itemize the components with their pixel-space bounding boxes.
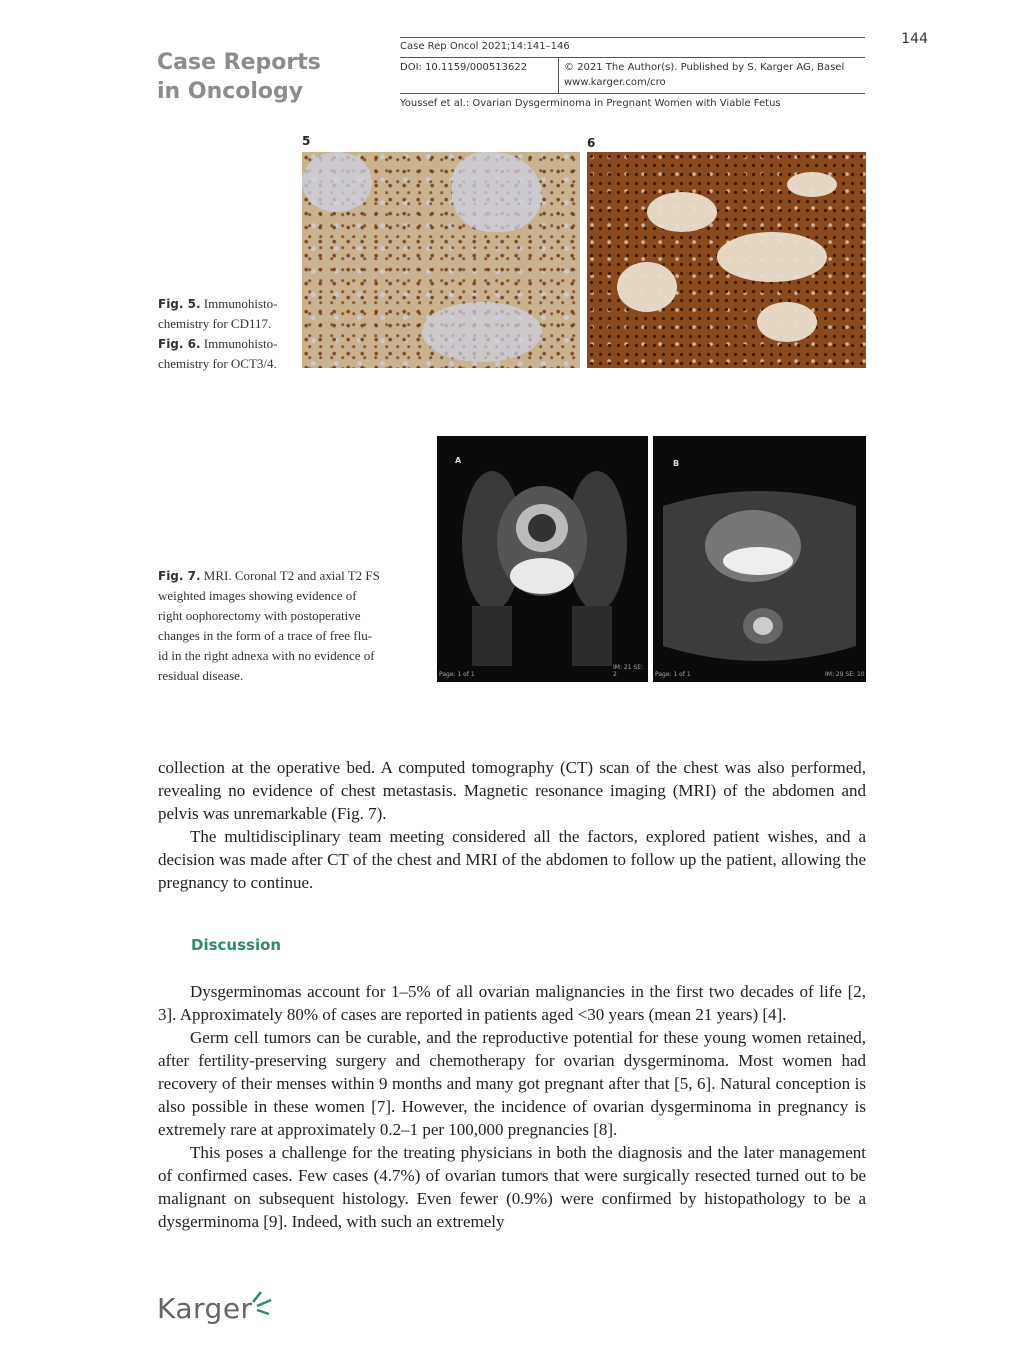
fig6-label: Fig. 6. (158, 337, 201, 351)
figure-7a-mri-coronal (437, 436, 648, 682)
figure-6-image-oct34 (587, 152, 866, 368)
fig7-label: Fig. 7. (158, 569, 201, 583)
panel-a-footer-left: Page: 1 of 1 (439, 671, 475, 678)
paragraph-5: This poses a challenge for the treating physicians in both the diagnosis and the later management of confirmed cases. Few cases (4.7%) of ovarian tumors that were surgically resected turned out to be malignant on subsequent histology. Even fewer (0.9%) were confirmed by histopathology to be a dysgerminoma [9]. Indeed, with such an extremely (158, 1143, 866, 1231)
doi: DOI: 10.1159/000513622 (400, 62, 528, 73)
panel-a-label: A (455, 456, 462, 465)
header-rule-middle (400, 57, 865, 58)
panel-b-footer-left: Page: 1 of 1 (655, 671, 691, 678)
paragraph-3: Dysgerminomas account for 1–5% of all ovarian malignancies in the first two decades of life [2, 3]. Approximately 80% of cases are reported in patients aged <30 years (mean 21 years) [4]. (158, 982, 866, 1024)
paragraph-2: The multidisciplinary team meeting considered all the factors, explored patient wishes, and a decision was made after CT of the chest and MRI of the abdomen to follow up the patient, allowing the pregnancy to continue. (158, 827, 866, 892)
karger-logo-text: Karger (157, 1292, 253, 1325)
paragraph-4: Germ cell tumors can be curable, and the reproductive potential for these young women retained, after fertility-preserving surgery and chemotherapy for ovarian dysgerminoma. Most women had recovery of their menses within 9 months and many got pregnant after that [5, 6]. Natural conception is also possible in these women [7]. However, the incidence of ovarian dysgerminoma in pregnancy is extremely rare at approximately 0.2–1 per 100,000 pregnancies [8]. (158, 1028, 866, 1139)
fig7-caption-line-3: right oophorectomy with postoperative (158, 608, 361, 623)
copyright: © 2021 The Author(s). Published by S. Karger AG, Basel (564, 62, 845, 73)
karger-logo (157, 1292, 253, 1325)
fig7-caption-line-6: residual disease. (158, 668, 244, 683)
figure-6-number: 6 (587, 136, 596, 150)
section-heading-discussion: Discussion (191, 936, 282, 954)
fig7-caption-line-5: id in the right adnexa with no evidence of (158, 648, 375, 663)
karger-burst-icon (249, 1288, 275, 1318)
panel-b-label: B (673, 459, 680, 468)
fig7-caption-line-2: weighted images showing evidence of (158, 588, 357, 603)
fig5-caption-text: Immunohisto- (200, 296, 278, 311)
journal-title-line1: Case Reports (157, 50, 321, 75)
panel-a-footer-right: IM: 21 SE: 2 (613, 664, 644, 678)
figure-5-6-caption (158, 294, 298, 374)
header-rule-bottom (400, 93, 865, 94)
figure-5-number: 5 (302, 134, 311, 148)
website-link[interactable]: www.karger.com/cro (564, 77, 666, 88)
fig5-caption-text-2: chemistry for CD117. (158, 316, 272, 331)
body-section-1 (158, 756, 866, 894)
fig6-caption-text: Immunohisto- (200, 336, 278, 351)
fig5-label: Fig. 5. (158, 297, 201, 311)
article-running-title: Youssef et al.: Ovarian Dysgerminoma in Pregnant Women with Viable Fetus (400, 98, 781, 109)
header-divider (558, 57, 559, 93)
fig7-caption-line-1: MRI. Coronal T2 and axial T2 FS (200, 568, 380, 583)
page-number: 144 (901, 31, 928, 47)
journal-title (157, 48, 321, 106)
citation: Case Rep Oncol 2021;14:141–146 (400, 41, 570, 52)
fig7-caption-line-4: changes in the form of a trace of free flu- (158, 628, 373, 643)
panel-b-footer-right: IM: 29 SE: 10 (825, 671, 865, 678)
figure-7-caption (158, 566, 424, 686)
figure-7b-mri-axial (653, 436, 866, 682)
figure-5-image-cd117 (302, 152, 580, 368)
journal-title-line2: in Oncology (157, 79, 304, 104)
body-section-2 (158, 980, 866, 1233)
header-rule-top (400, 37, 865, 38)
paragraph-1: collection at the operative bed. A computed tomography (CT) scan of the chest was also performed, revealing no evidence of chest metastasis. Magnetic resonance imaging (MRI) of the abdomen and pelvis was unremarkable (Fig. 7). (158, 758, 866, 823)
fig6-caption-text-2: chemistry for OCT3/4. (158, 356, 277, 371)
